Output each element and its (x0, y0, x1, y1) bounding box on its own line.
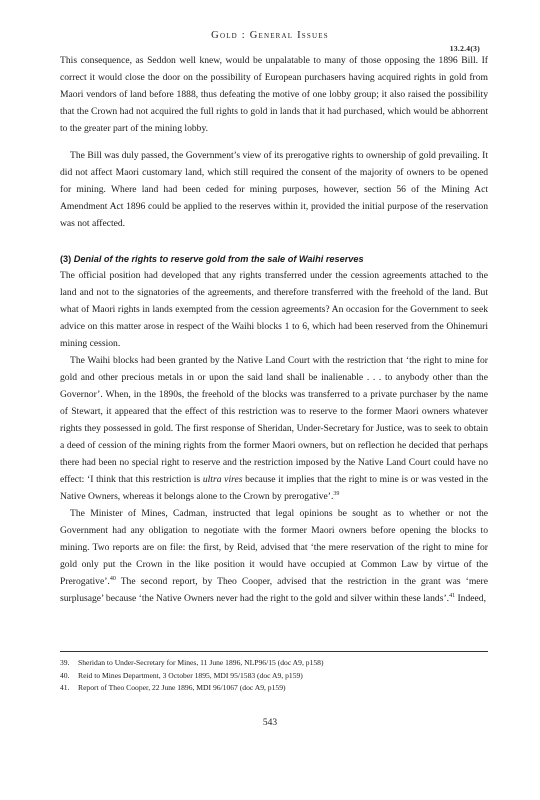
footnotes (60, 657, 488, 695)
section-reference: 13.2.4(3) (449, 44, 480, 53)
running-head: Gold : General Issues (211, 30, 329, 41)
page-number: 543 (262, 718, 278, 728)
subsection-heading (60, 251, 488, 267)
footnote (60, 657, 488, 670)
body-text (60, 52, 488, 607)
paragraph (60, 505, 488, 607)
paragraph: This consequence, as Seddon well knew, would be unpalatable to many of those opposing the 1896 Bill. If correct it would close the door on the possibility of European purchasers having acquired rights in gold from Maori vendors of land before 1888, thus defeating the motive of one lobby group; it also raised the possibility that the Crown had not acquired the full rights to gold in lands that it had purchased, which would be abhorrent to the greater part of the mining lobby. (60, 55, 488, 134)
paragraph-text: The Minister of Mines, Cadman, instructed that legal opinions be sought as to whether or not the Government had any obligation to negotiate with the former Maori owners before opening the blocks to mining. Two reports are on file: the first, by Reid, advised that ‘the mere reservation of the right to mine for gold only put the Crown in the like position it would have occupied at Common Law by virtue of the Prerogative’. (60, 508, 488, 587)
paragraph-text: The second report, by Theo Cooper, advised that the restriction in the grant was ‘mere surplusage’ because ‘the Native Owners never had the right to the gold and silver within these lands’. (60, 576, 488, 604)
italic-term: ultra vires (202, 474, 243, 485)
footnote-marker[interactable]: 41 (449, 592, 456, 599)
footnote-number: 39. (60, 658, 70, 667)
footnote-number: 41. (60, 683, 70, 692)
paragraph-text: Indeed, (455, 593, 486, 604)
footnote-text: Reid to Mines Department, 3 October 1895, MDI 95/1583 (doc A9, p159) (78, 670, 303, 680)
footnote (60, 670, 488, 683)
footnote-marker[interactable]: 40 (109, 575, 116, 582)
paragraph (60, 352, 488, 505)
paragraph-text: because it implies that the right to mine is or was vested in the Native Owners, whereas it belongs alone to the Crown by prerogative’. (60, 474, 489, 502)
paragraph: The official position had developed that any rights transferred under the cession agreements attached to the land and not to the signatories of the agreements, and therefore transferred with the freehold of the land. But what of Maori rights in lands exempted from the cession agreements? An occasion for the Government to seek advice on this matter arose in respect of the Waihi blocks 1 to 6, which had been reserved from the Ohinemuri mining cession. (60, 270, 488, 349)
footnote-number: 40. (60, 670, 70, 680)
subsection-number: (3) (60, 254, 72, 264)
paragraph: The Bill was duly passed, the Government’s view of its prerogative rights to ownership of gold prevailing. It did not affect Maori customary land, which still required the consent of the majority of owners to be opened for mining. Where land had been ceded for mining purposes, however, section 56 of the Mining Act Amendment Act 1896 could be applied to the reserves within it, provided the initial purpose of the reservation was not affected. (60, 150, 488, 229)
footnote-marker[interactable]: 39 (333, 490, 340, 497)
paragraph-text: The Waihi blocks had been granted by the Native Land Court with the restriction that ‘the right to mine for gold and other precious metals in or upon the said land shall be inalienable . . . to anybody other than the Governor’. When, in the 1890s, the freehold of the blocks was transferred to a private purchaser by the name of Stewart, it appeared that the effect of this restriction was to reserve to the former Maori owners whatever rights they possessed in gold. The first response of Sheridan, Under-Secretary for Justice, was to seek to obtain a deed of cession of the mining rights from the former Maori owners, but on reflection he decided that perhaps there had been no special right to reserve and the restriction imposed by the Native Land Court could have no effect: ‘I think that this restriction is (60, 355, 488, 485)
subsection-title: Denial of the rights to reserve gold from the sale of Waihi reserves (73, 254, 364, 264)
footnote-rule (60, 651, 488, 652)
footnote-text: Sheridan to Under-Secretary for Mines, 11 June 1896, NLP96/15 (doc A9, p158) (78, 658, 324, 667)
footnote-text: Report of Theo Cooper, 22 June 1896, MDI 96/1067 (doc A9, p159) (78, 683, 286, 692)
footnote (60, 682, 488, 695)
